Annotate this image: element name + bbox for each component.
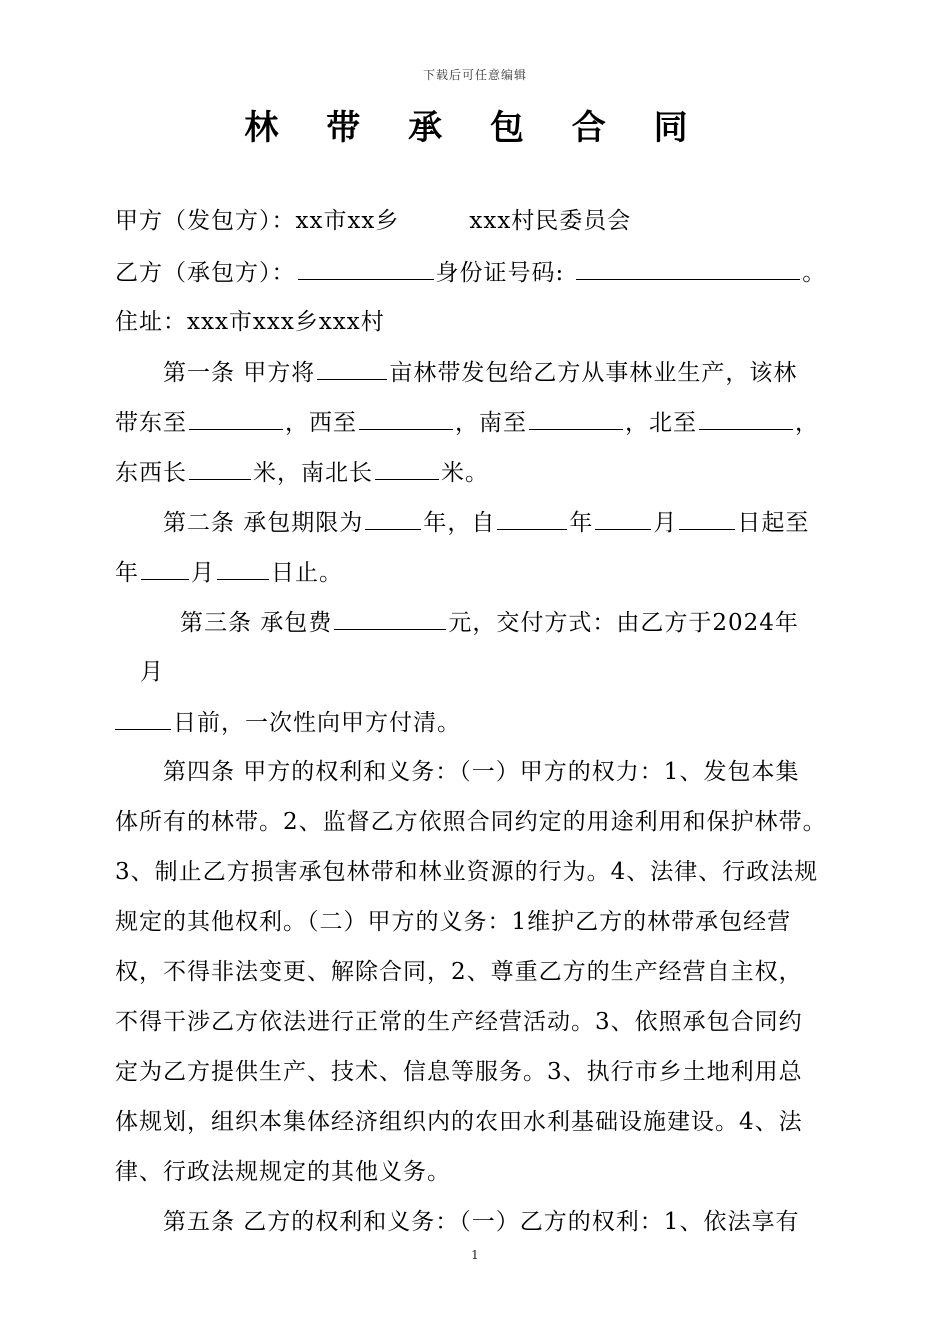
header-note: 下载后可任意编辑: [422, 68, 527, 82]
east-blank: [189, 407, 283, 430]
article-4-line: 权，不得非法变更、解除合同，2、尊重乙方的生产经营自主权，: [115, 959, 803, 985]
article-1-text: 米，南北长: [253, 460, 373, 486]
area-blank: [317, 357, 387, 380]
article-4-line: 不得干涉乙方依法进行正常的生产经营活动。3、依照承包合同约: [115, 1009, 803, 1035]
party-b-line: [115, 257, 855, 288]
party-a-name: xx市xx乡: [295, 208, 400, 234]
article-2-text: 第二条 承包期限为: [163, 510, 364, 536]
article-1-text: 米。: [441, 460, 489, 486]
end-day-blank: [217, 557, 269, 580]
article-1-text: 东西长: [115, 460, 187, 486]
pay-day-blank: [115, 707, 171, 730]
article-2-line-1: [163, 507, 903, 538]
article-2-text: 日起至: [737, 510, 810, 536]
party-b-name-blank: [298, 257, 434, 280]
end-month-blank: [141, 557, 189, 580]
article-1-text: 亩林带发包给乙方从事林业生产，该林: [389, 360, 798, 386]
article-4-line: 律、行政法规规定的其他义务。: [115, 1159, 451, 1185]
party-b-id-label: 身份证号码:: [435, 260, 565, 286]
article-1-text: 第一条 甲方将: [163, 360, 316, 386]
article-3-line-2: 月: [140, 659, 164, 685]
article-4-line: 3、制止乙方损害承包林带和林业资源的行为。4、法律、行政法规: [115, 859, 819, 885]
article-1-line-2: [115, 407, 855, 438]
party-b-id-blank: [576, 257, 800, 280]
party-a-label: 甲方（发包方）：: [115, 208, 296, 234]
article-3-text: 第三条 承包费: [180, 610, 333, 636]
party-b-label: 乙方（承包方）：: [115, 260, 296, 286]
ns-length-blank: [375, 457, 439, 480]
document-title: 林 带 承 包 合 同: [244, 108, 706, 148]
article-1-text: 带东至: [115, 410, 187, 436]
article-2-line-2: [115, 557, 855, 588]
ew-length-blank: [189, 457, 251, 480]
north-blank: [699, 407, 793, 430]
article-3-line-3: [115, 707, 855, 738]
article-2-text: 日止。: [271, 560, 343, 586]
start-year-blank: [497, 507, 567, 530]
article-2-text: 月: [191, 560, 215, 586]
article-2-text: 月: [653, 510, 678, 536]
article-3-line-1: [180, 607, 920, 638]
page-number: 1: [471, 1248, 479, 1262]
article-4-line: 体所有的林带。2、监督乙方依照合同约定的用途利用和保护林带。: [115, 809, 827, 835]
article-1-text: ，: [795, 410, 819, 436]
fee-blank: [334, 607, 446, 630]
term-years-blank: [365, 507, 421, 530]
article-2-text: 年: [115, 560, 139, 586]
start-day-blank: [679, 507, 735, 530]
party-b-end: 。: [802, 260, 827, 286]
article-1-line-3: [115, 457, 855, 488]
article-1-text: ，南至: [455, 410, 527, 436]
article-4-line: 定为乙方提供生产、技术、信息等服务。3、执行市乡土地利用总: [115, 1059, 803, 1085]
article-1-text: ，西至: [285, 410, 357, 436]
article-1-line-1: [163, 357, 903, 388]
article-4-line: 体规划，组织本集体经济组织内的农田水利基础设施建设。4、法: [115, 1109, 803, 1135]
start-month-blank: [595, 507, 651, 530]
south-blank: [529, 407, 623, 430]
article-2-text: 年，自: [423, 510, 496, 536]
article-3-text: 元，交付方式：由乙方于2024年: [448, 610, 799, 636]
article-1-text: ，北至: [625, 410, 697, 436]
party-a-committee: xxx村民委员会: [469, 208, 632, 234]
article-2-text: 年: [569, 510, 594, 536]
west-blank: [359, 407, 453, 430]
address-line: 住址：xxx市xxx乡xxx村: [115, 309, 385, 335]
article-5-line-1: 第五条 乙方的权利和义务：（一）乙方的权利：1、依法享有: [163, 1209, 800, 1235]
party-a-line: [115, 206, 855, 236]
article-3-text: 日前，一次性向甲方付清。: [173, 710, 461, 736]
article-4-line: 规定的其他权利。（二）甲方的义务：1维护乙方的林带承包经营: [115, 909, 792, 935]
article-4-line: 第四条 甲方的权利和义务：（一）甲方的权力：1、发包本集: [163, 759, 800, 785]
